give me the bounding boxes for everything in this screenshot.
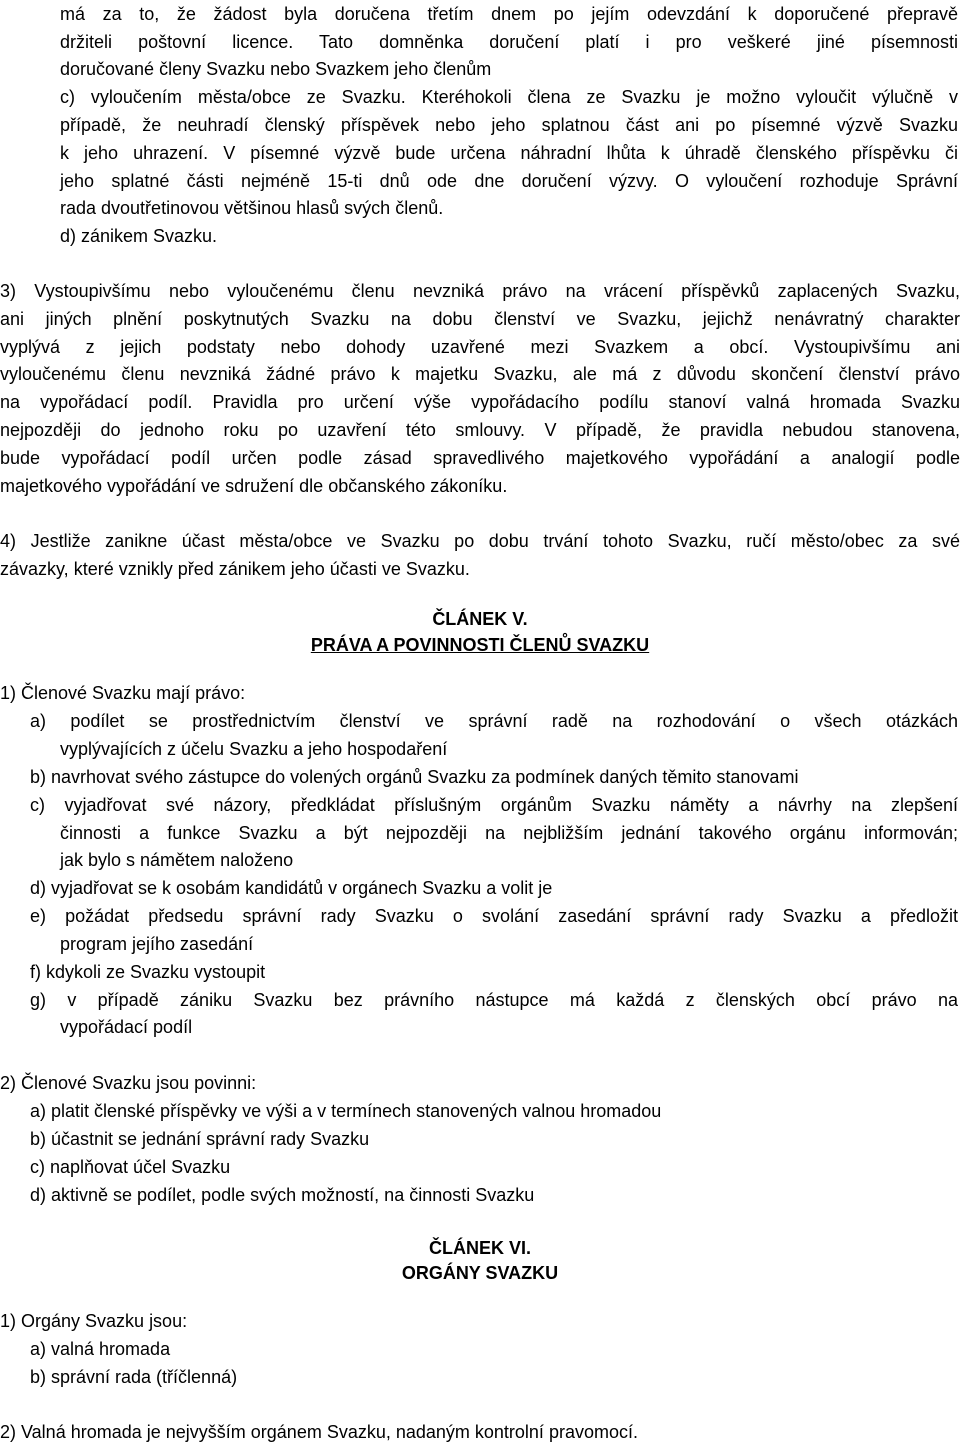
rights-item: činnosti a funkce Svazku a být nejpozději na nejbližším jednání takového orgánu informován; [60,823,958,843]
duties-item: c) naplňovat účel Svazku [30,1157,231,1177]
intro-line: má za to, že žádost byla doručena třetím dnem po jejím odevzdání k doporučené přepravě [60,4,958,24]
paragraph-4-line: 4) Jestliže zanikne účast města/obce ve Svazku po dobu trvání tohoto Svazku, ručí město/obec za své [0,531,960,551]
duties-item: b) účastnit se jednání správní rady Svazku [30,1129,370,1149]
paragraph-3-line: vyloučenému členu nevzniká žádné právo k majetku Svazku, ale má z důvodu skončení členství právo [0,364,960,384]
paragraph-3-line: vyplývá z jejich podstaty nebo dohody uzavřené mezi Svazkem a obcí. Vystoupivšímu ani [0,337,960,357]
paragraph-3-line: ani jiných plnění poskytnutých Svazku na dobu členství ve Svazku, jejichž nenávratný charakter [0,309,960,329]
intro-line: doručované členy Svazku nebo Svazkem jeho členům [60,59,492,79]
rights-item: vyplývajících z účelu Svazku a jeho hospodaření [60,739,448,759]
article-5-title [0,632,960,658]
intro-line: rada dvoutřetinovou většinou hlasů svých členů. [60,198,444,218]
rights-item: program jejího zasedání [60,934,254,954]
duties-item: d) aktivně se podílet, podle svých možností, na činnosti Svazku [30,1185,535,1205]
paragraph-3-line: na vypořádací podíl. Pravidla pro určení výše vypořádacího podílu stanoví valná hromada Svazku [0,392,960,412]
paragraph-3-line: majetkového vypořádání ve sdružení dle občanského zákoníku. [0,476,508,496]
intro-line: k jeho uhrazení. V písemné výzvě bude určena náhradní lhůta k úhradě členského příspěvku či [60,143,958,163]
rights-item: g) v případě zániku Svazku bez právního nástupce má každá z členských obcí právo na [30,990,958,1010]
paragraph-4-line: závazky, které vznikly před zánikem jeho účasti ve Svazku. [0,559,470,579]
paragraph-3-line: nejpozději do jednoho roku po uzavření této smlouvy. V případě, že pravidla nebudou stanovena, [0,420,960,440]
article-5-title-text: PRÁVA A POVINNOSTI ČLENŮ SVAZKU [310,635,650,655]
rights-item: e) požádat předsedu správní rady Svazku o svolání zasedání správní rady Svazku a předložit [30,906,958,926]
organs-item: b) správní rada (tříčlenná) [30,1367,238,1387]
rights-item: jak bylo s námětem naloženo [60,850,294,870]
rights-item: a) podílet se prostřednictvím členství ve správní radě na rozhodování o všech otázkách [30,711,958,731]
organs-item: a) valná hromada [30,1339,171,1359]
rights-item: c) vyjadřovat své názory, předkládat příslušným orgánům Svazku náměty a návrhy na zlepšení [30,795,958,815]
rights-item: d) vyjadřovat se k osobám kandidátů v orgánech Svazku a volit je [30,878,553,898]
organs-intro: 1) Orgány Svazku jsou: [0,1311,188,1331]
paragraph-3-line: 3) Vystoupivšímu nebo vyloučenému členu nevzniká právo na vrácení příspěvků zaplacených Svazku, [0,281,960,301]
intro-line: d) zánikem Svazku. [60,226,218,246]
intro-line: případě, že neuhradí členský příspěvek nebo jeho splatnou část ani po písemné výzvě Svazku [60,115,958,135]
rights-item: b) navrhovat svého zástupce do volených orgánů Svazku za podmínek daných těmito stanovami [30,767,799,787]
intro-line: jeho splatné části nejméně 15-ti dnů ode dne doručení výzvy. O vyloučení rozhoduje Správní [60,171,958,191]
intro-line: c) vyloučením města/obce ze Svazku. Kteréhokoli člena ze Svazku je možno vyloučit výlučně v [60,87,958,107]
rights-item: f) kdykoli ze Svazku vystoupit [30,962,266,982]
article-6-heading: ČLÁNEK VI. [428,1238,531,1258]
article-6-paragraph-2: 2) Valná hromada je nejvyšším orgánem Svazku, nadaným kontrolní pravomocí. [0,1422,638,1442]
paragraph-3-line: bude vypořádací podíl určen podle zásad spravedlivého majetkového vypořádání a analogií podle [0,448,960,468]
article-6-title: ORGÁNY SVAZKU [401,1263,559,1283]
duties-item: a) platit členské příspěvky ve výši a v termínech stanovených valnou hromadou [30,1101,662,1121]
duties-intro: 2) Členové Svazku jsou povinni: [0,1073,257,1093]
article-5-heading: ČLÁNEK V. [432,609,528,629]
rights-item: vypořádací podíl [60,1017,193,1037]
intro-line: držiteli poštovní licence. Tato domněnka doručení platí i pro veškeré jiné písemnosti [60,32,958,52]
rights-intro: 1) Členové Svazku mají právo: [0,683,246,703]
